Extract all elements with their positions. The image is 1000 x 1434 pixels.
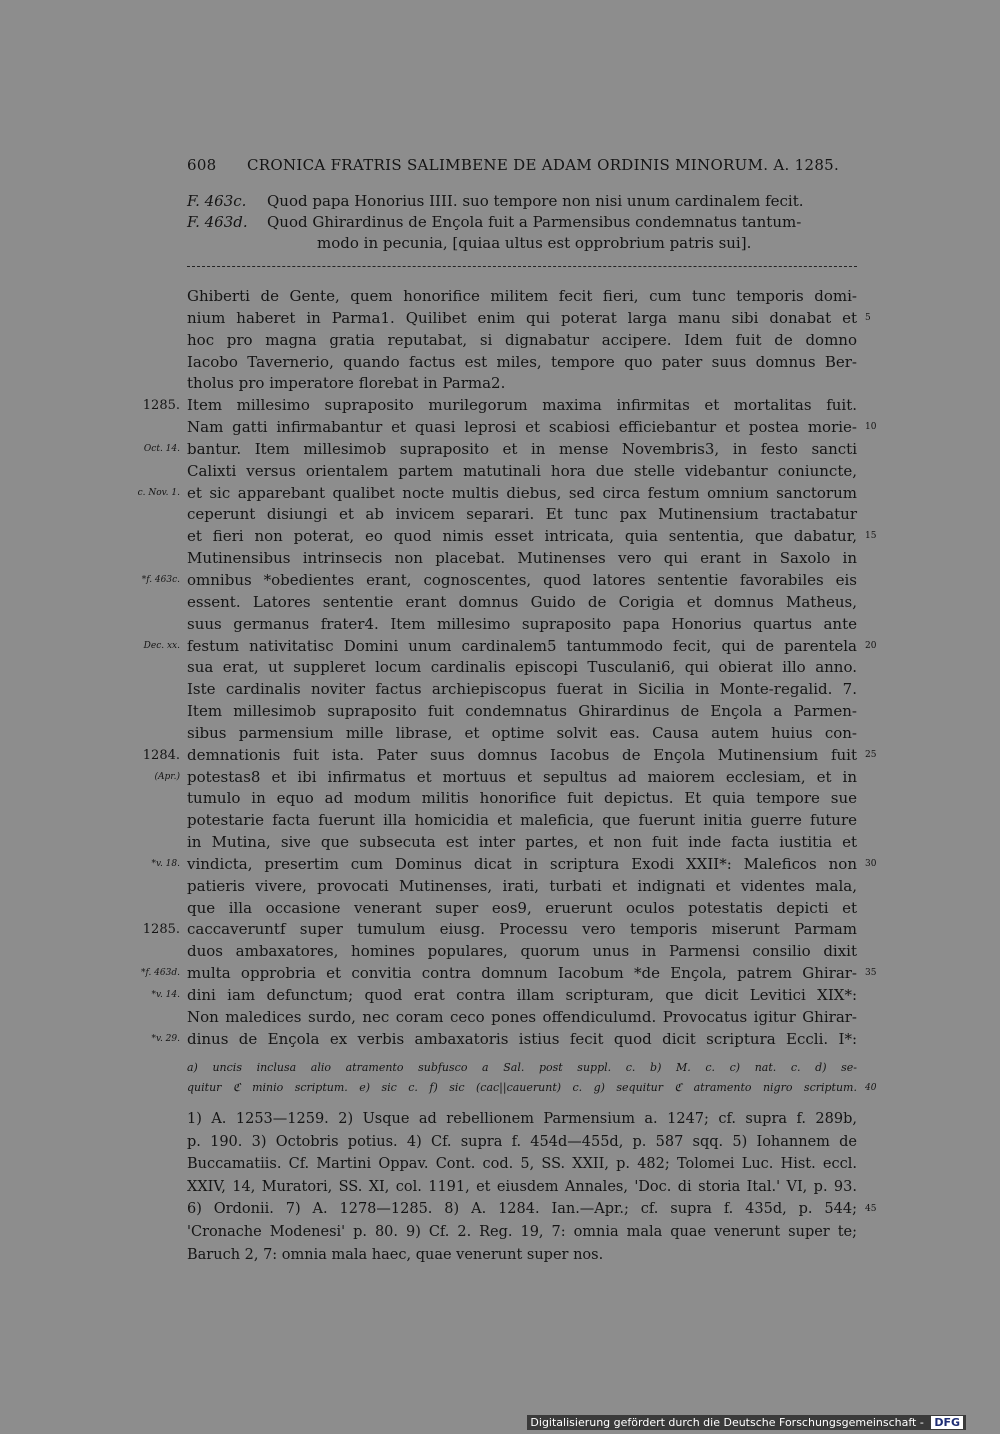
line-number: 20 bbox=[865, 640, 877, 651]
line-number: 30 bbox=[865, 858, 877, 869]
line-text: Non maledices surdo, nec coram ceco pones offendiculumd. Provocatus igitur Ghirar- bbox=[187, 1007, 857, 1026]
running-header bbox=[187, 156, 857, 180]
note-text: quitur ℭ minio scriptum. e) sic c. f) sic (cac||cauerunt) c. g) sequitur ℭ atramento nigro scriptum. bbox=[187, 1081, 857, 1094]
margin-date: 1285. bbox=[142, 922, 180, 938]
text-line bbox=[187, 548, 857, 570]
text-line bbox=[187, 286, 857, 308]
note-text: Buccamatiis. Cf. Martini Oppav. Cont. cod. 5, SS. XXII, p. 482; Tolomei Luc. Hist. eccl. bbox=[187, 1156, 857, 1173]
line-text: bantur. Item millesimob supraposito et in mense Novembris3, in festo sancti bbox=[187, 439, 857, 458]
line-number: 5 bbox=[865, 312, 871, 323]
source-notes bbox=[187, 1108, 877, 1266]
text-line bbox=[187, 788, 857, 810]
note-text: Baruch 2, 7: omnia mala haec, quae venerunt super nos. bbox=[187, 1246, 604, 1263]
line-text: Item millesimo supraposito murilegorum maxima infirmitas et mortalitas fuit. bbox=[187, 396, 857, 415]
footnote-line bbox=[187, 1108, 857, 1131]
text-line bbox=[187, 461, 857, 483]
line-text: Iacobo Tavernerio, quando factus est miles, tempore quo pater suus domnus Ber- bbox=[187, 352, 857, 371]
text-line bbox=[151, 985, 857, 1007]
line-number: 45 bbox=[865, 1204, 877, 1215]
text-line bbox=[187, 1007, 857, 1029]
summary-text: Quod papa Honorius IIII. suo tempore non nisi unum cardinalem fecit. bbox=[267, 192, 804, 210]
text-line bbox=[154, 767, 857, 789]
footer-text: Digitalisierung gefördert durch die Deutsche Forschungsgemeinschaft - bbox=[530, 1416, 924, 1429]
page-number: 608 bbox=[187, 156, 217, 174]
line-number: 35 bbox=[865, 968, 877, 979]
line-text: hoc pro magna gratia reputabat, si dignabatur accipere. Idem fuit de domno bbox=[187, 330, 857, 349]
text-line bbox=[137, 483, 857, 505]
text-line bbox=[151, 1029, 857, 1051]
line-text: tholus pro imperatore florebat in Parma2. bbox=[187, 374, 506, 393]
line-text: in Mutina, sive que subsecuta est inter partes, et non fuit inde facta iustitia et bbox=[187, 833, 857, 852]
line-text: tumulo in equo ad modum militis honorifice fuit depictus. Et quia tempore sue bbox=[187, 789, 857, 808]
note-text: XXIV, 14, Muratori, SS. XI, col. 1191, et eiusdem Annales, 'Doc. di storia Ital.' VI, p. 93. bbox=[187, 1178, 857, 1195]
footnote-line bbox=[187, 1244, 857, 1267]
dfg-footer[interactable] bbox=[527, 1415, 966, 1430]
line-text: ceperunt disiungi et ab invicem separari. Et tunc pax Mutinensium tractabatur bbox=[187, 505, 857, 524]
text-line bbox=[187, 592, 857, 614]
note-text: 6) Ordonii. 7) A. 1278—1285. 8) A. 1284. Ian.—Apr.; cf. supra f. 435d, p. 544; bbox=[187, 1201, 857, 1218]
text-line bbox=[187, 373, 857, 395]
margin-date: Dec. xx. bbox=[143, 640, 180, 651]
text-line bbox=[187, 352, 857, 374]
margin-date: *f. 463c. bbox=[141, 574, 180, 585]
text-line bbox=[187, 701, 857, 723]
text-line bbox=[187, 504, 857, 526]
text-line bbox=[151, 854, 877, 876]
line-text: essent. Latores sententie erant domnus Guido de Corigia et domnus Matheus, bbox=[187, 592, 857, 611]
text-line bbox=[187, 832, 857, 854]
text-line bbox=[140, 963, 877, 985]
line-text: caccaveruntf super tumulum eiusg. Processu vero temporis miserunt Parmam bbox=[187, 920, 857, 939]
line-number: 15 bbox=[865, 531, 877, 542]
text-line bbox=[187, 876, 857, 898]
line-text: patieris vivere, provocati Mutinenses, irati, turbati et indignati et videntes mala, bbox=[187, 876, 857, 895]
line-text: duos ambaxatores, homines populares, quorum unus in Parmensi consilio dixit bbox=[187, 942, 857, 961]
text-line bbox=[142, 919, 857, 941]
text-line bbox=[187, 898, 857, 920]
margin-date: *f. 463d. bbox=[140, 968, 180, 979]
margin-date: c. Nov. 1. bbox=[137, 487, 180, 498]
summary-text: Quod Ghirardinus de Ençola fuit a Parmensibus condemnatus tantum- bbox=[267, 213, 802, 231]
line-text: dini iam defunctum; quod erat contra illam scripturam, que dicit Levitici XIX*: bbox=[187, 986, 857, 1004]
running-title: CRONICA FRATRIS SALIMBENE DE ADAM ORDINIS MINORUM. A. 1285. bbox=[247, 156, 840, 174]
line-text: multa opprobria et convitia contra domnum Iacobum *de Ençola, patrem Ghirar- bbox=[187, 964, 857, 983]
apparatus-line bbox=[187, 1078, 877, 1098]
line-text: que illa occasione venerant super eos9, eruerunt oculos potestatis depicti et bbox=[187, 898, 857, 917]
margin-date: 1285. bbox=[142, 398, 180, 414]
text-line bbox=[187, 308, 871, 330]
separator-rule bbox=[187, 266, 857, 267]
chapter-summaries bbox=[187, 192, 857, 255]
margin-date: *v. 14. bbox=[151, 990, 180, 1000]
text-line bbox=[187, 679, 857, 701]
margin-date: *v. 18. bbox=[151, 858, 180, 869]
line-text: Nam gatti infirmabantur et quasi leprosi et scabiosi efficiebantur et postea morie- bbox=[187, 418, 857, 437]
margin-date: *v. 29. bbox=[151, 1033, 180, 1044]
line-text: et sic apparebant qualibet nocte multis diebus, sed circa festum omnium sanctorum bbox=[187, 483, 857, 502]
line-text: et fieri non poterat, eo quod nimis esset intricata, quia sententia, que dabatur, bbox=[187, 527, 857, 546]
text-line bbox=[142, 395, 857, 417]
dfg-logo-icon: DFG bbox=[931, 1416, 963, 1429]
text-line bbox=[142, 745, 877, 767]
line-text: Iste cardinalis noviter factus archiepiscopus fuerat in Sicilia in Monte-regalid. 7. bbox=[187, 680, 857, 699]
text-line bbox=[143, 636, 877, 658]
line-text: nium haberet in Parma1. Quilibet enim qui poterat larga manu sibi donabat et bbox=[187, 308, 857, 327]
line-text: potestarie facta fuerunt illa homicidia et maleficia, que fuerunt initia guerre future bbox=[187, 811, 857, 830]
summary-row bbox=[187, 234, 857, 255]
line-text: Mutinensibus intrinsecis non placebat. Mutinenses vero qui erant in Saxolo in bbox=[187, 549, 857, 568]
text-line bbox=[187, 657, 857, 679]
line-text: demnationis fuit ista. Pater suus domnus Iacobus de Ençola Mutinensium fuit bbox=[187, 745, 857, 764]
margin-date: Oct. 14. bbox=[143, 443, 180, 454]
apparatus-notes bbox=[187, 1058, 877, 1098]
summary-folio-ref: F. 463d. bbox=[187, 213, 248, 231]
summary-folio-ref: F. 463c. bbox=[187, 192, 247, 210]
text-line bbox=[187, 614, 857, 636]
line-number: 10 bbox=[865, 422, 877, 433]
footnote-line bbox=[187, 1221, 857, 1244]
text-line bbox=[187, 526, 877, 548]
text-line bbox=[187, 330, 857, 352]
text-line bbox=[187, 941, 857, 963]
margin-date: (Apr.) bbox=[154, 771, 180, 782]
line-text: Calixti versus orientalem partem matutinali hora due stelle videbantur coniuncte, bbox=[187, 461, 857, 480]
footnote-line bbox=[187, 1153, 857, 1176]
text-line bbox=[187, 810, 857, 832]
line-number: 25 bbox=[865, 749, 877, 760]
summary-text: modo in pecunia, [quiaa ultus est opprobrium patris sui]. bbox=[317, 234, 752, 252]
apparatus-line bbox=[187, 1058, 857, 1078]
line-text: omnibus *obedientes erant, cognoscentes, quod latores sententie favorabiles eis bbox=[187, 570, 857, 589]
footnote-line bbox=[187, 1176, 857, 1199]
line-text: suus germanus frater4. Item millesimo supraposito papa Honorius quartus ante bbox=[187, 614, 857, 633]
margin-date: 1284. bbox=[142, 747, 180, 763]
note-text: p. 190. 3) Octobris potius. 4) Cf. supra f. 454d—455d, p. 587 sqq. 5) Iohannem de bbox=[187, 1133, 857, 1150]
footnote-line bbox=[187, 1198, 877, 1221]
note-text: 1) A. 1253—1259. 2) Usque ad rebellionem Parmensium a. 1247; cf. supra f. 289b, bbox=[187, 1111, 857, 1127]
note-text: a) uncis inclusa alio atramento subfusco a Sal. post suppl. c. b) M. c. c) nat. c. d) se- bbox=[187, 1061, 857, 1074]
summary-row bbox=[187, 192, 857, 213]
line-number: 40 bbox=[865, 1083, 877, 1093]
line-text: Item millesimob supraposito fuit condemnatus Ghirardinus de Ençola a Parmen- bbox=[187, 702, 857, 721]
line-text: dinus de Ençola ex verbis ambaxatoris istius fecit quod dicit scriptura Eccli. I*: bbox=[187, 1029, 857, 1048]
line-text: potestas8 et ibi infirmatus et mortuus et sepultus ad maiorem ecclesiam, et in bbox=[187, 767, 857, 786]
line-text: vindicta, presertim cum Dominus dicat in scriptura Exodi XXII*: Maleficos non bbox=[187, 854, 857, 873]
footnote-line bbox=[187, 1131, 857, 1154]
line-text: sua erat, ut suppleret locum cardinalis episcopi Tusculani6, qui obierat illo anno. bbox=[187, 658, 857, 677]
line-text: festum nativitatisc Domini unum cardinalem5 tantummodo fecit, qui de parentela bbox=[187, 636, 857, 655]
line-text: sibus parmensium mille librase, et optime solvit eas. Causa autem huius con- bbox=[187, 723, 857, 742]
text-line bbox=[187, 417, 877, 439]
note-text: 'Cronache Modenesi' p. 80. 9) Cf. 2. Reg. 19, 7: omnia mala quae venerunt super te; bbox=[187, 1223, 857, 1240]
text-line bbox=[187, 723, 857, 745]
text-line bbox=[141, 570, 857, 592]
summary-row bbox=[187, 213, 857, 234]
text-line bbox=[143, 439, 857, 461]
line-text: Ghiberti de Gente, quem honorifice militem fecit fieri, cum tunc temporis domi- bbox=[187, 287, 857, 305]
main-text bbox=[137, 286, 877, 1051]
